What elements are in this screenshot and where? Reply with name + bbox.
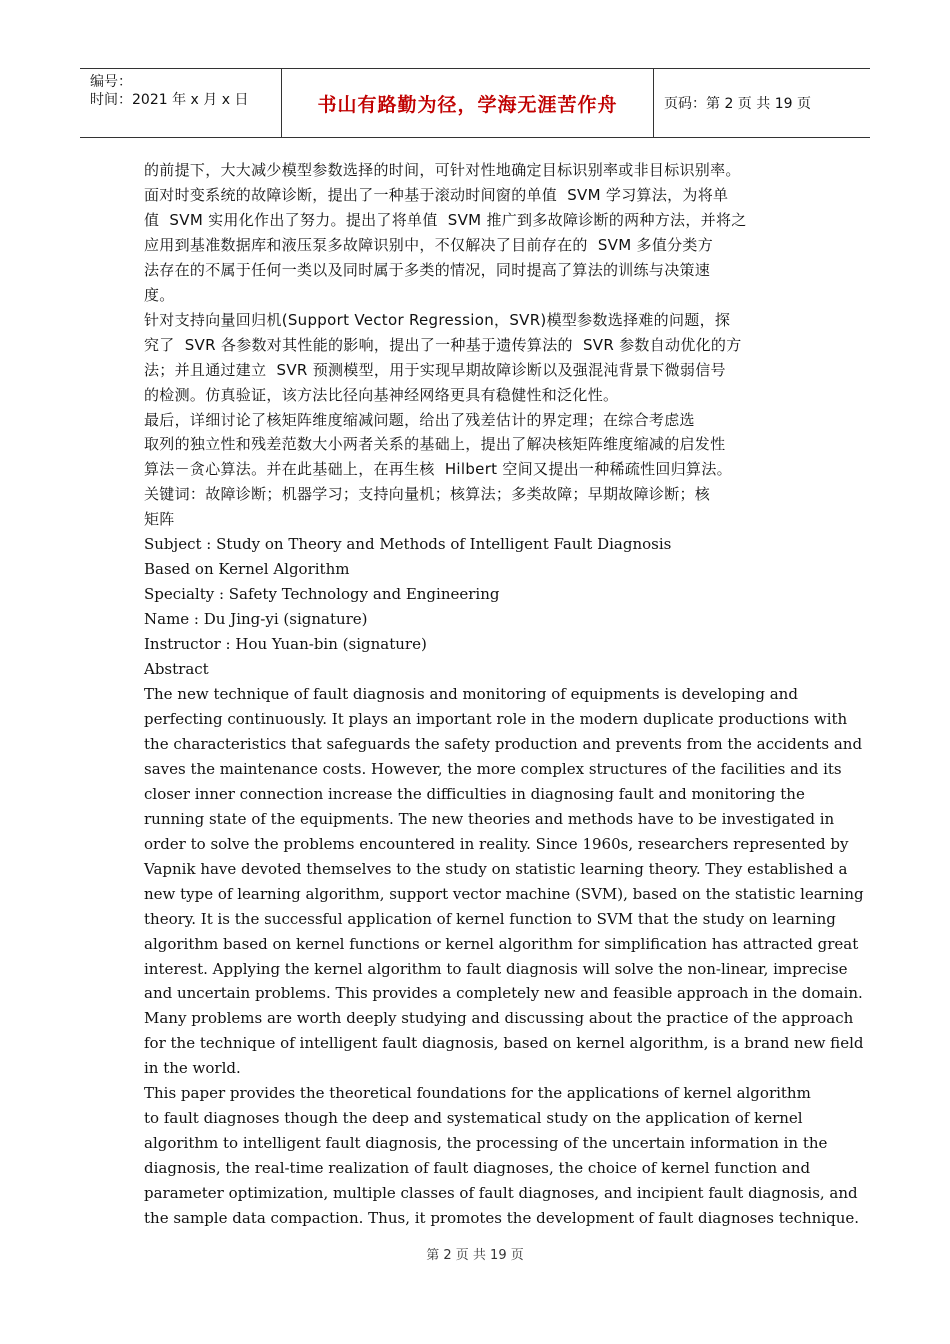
document-time: 时间：2021 年 x 月 x 日 [90, 92, 249, 108]
subject-line: Based on Kernel Algorithm [144, 560, 350, 579]
body-line: and uncertain problems. This provides a completely new and feasible approach in the domain. [144, 984, 863, 1003]
chinese-abstract-block [144, 158, 824, 532]
header-meta-cell [80, 69, 282, 137]
body-line: running state of the equipments. The new theories and methods have to be investigated in [144, 809, 835, 828]
body-line: the sample data compaction. Thus, it promotes the development of fault diagnoses technique. [144, 1209, 860, 1228]
body-line: algorithm to intelligent fault diagnosis, the processing of the uncertain information in the [144, 1134, 828, 1153]
document-code-label: 编号： [90, 74, 132, 90]
body-line: 法；并且通过建立 SVR 预测模型，用于实现早期故障诊断以及强混沌背景下微弱信号 [144, 360, 726, 379]
body-line: 面对时变系统的故障诊断，提出了一种基于滚动时间窗的单值 SVM 学习算法，为将单 [144, 185, 729, 204]
body-line: 针对支持向量回归机(Support Vector Regression，SVR)模型参数选择难的问题，探 [144, 310, 731, 329]
header-page-cell [654, 69, 870, 137]
abstract-heading: Abstract [144, 660, 209, 679]
page-footer [0, 1244, 950, 1263]
body-line: the characteristics that safeguards the safety production and prevents from the accidents and [144, 734, 863, 753]
body-line: for the technique of intelligent fault diagnosis, based on kernel algorithm, is a brand new field [144, 1034, 864, 1053]
body-line: 的前提下，大大减少模型参数选择的时间，可针对性地确定目标识别率或非目标识别率。 [144, 161, 741, 179]
body-line: 应用到基准数据库和液压泵多故障识别中，不仅解决了目前存在的 SVM 多值分类方 [144, 235, 714, 254]
body-line: 的检测。仿真验证，该方法比径向基神经网络更具有稳健性和泛化性。 [144, 385, 619, 404]
body-line: closer inner connection increase the difficulties in diagnosing fault and monitoring the [144, 784, 805, 803]
keywords-line: 关键词：故障诊断；机器学习；支持向量机；核算法；多类故障；早期故障诊断；核 [144, 485, 711, 504]
header-page-info: 页码：第 2 页 共 19 页 [664, 96, 811, 112]
page-header-table [80, 68, 870, 138]
body-line: This paper provides the theoretical foundations for the applications of kernel algorithm [144, 1084, 811, 1103]
body-line: in the world. [144, 1059, 241, 1078]
body-line: perfecting continuously. It plays an important role in the modern duplicate productions with [144, 709, 848, 728]
body-line: new type of learning algorithm, support vector machine (SVM), based on the statistic learning [144, 884, 864, 903]
english-abstract-block [144, 532, 864, 1231]
body-line: 度。 [144, 285, 175, 304]
body-line: order to solve the problems encountered in reality. Since 1960s, researchers represented by [144, 834, 849, 853]
specialty-line: Specialty : Safety Technology and Engineering [144, 585, 500, 604]
subject-line: Subject : Study on Theory and Methods of Intelligent Fault Diagnosis [144, 535, 672, 554]
footer-page-number: 第 2 页 共 19 页 [426, 1248, 524, 1263]
name-line: Name : Du Jing-yi (signature) [144, 610, 368, 629]
body-line: to fault diagnoses though the deep and systematical study on the application of kernel [144, 1109, 803, 1128]
body-line: diagnosis, the real-time realization of fault diagnoses, the choice of kernel function and [144, 1159, 811, 1178]
body-line: interest. Applying the kernel algorithm to fault diagnosis will solve the non-linear, imprecise [144, 959, 848, 978]
body-line: saves the maintenance costs. However, the more complex structures of the facilities and its [144, 759, 842, 778]
body-line: 算法－贪心算法。并在此基础上，在再生核 Hilbert 空间又提出一种稀疏性回归算法。 [144, 460, 732, 479]
body-line: 法存在的不属于任何一类以及同时属于多类的情况，同时提高了算法的训练与决策速 [144, 260, 711, 279]
body-line: 最后，详细讨论了核矩阵维度缩减问题，给出了残差估计的界定理；在综合考虑选 [144, 410, 695, 429]
body-line: 值 SVM 实用化作出了努力。提出了将单值 SVM 推广到多故障诊断的两种方法，并将之 [144, 210, 747, 229]
instructor-line: Instructor : Hou Yuan-bin (signature) [144, 635, 427, 654]
header-motto: 书山有路勤为径，学海无涯苦作舟 [317, 93, 618, 116]
body-line: 取列的独立性和残差范数大小两者关系的基础上，提出了解决核矩阵维度缩减的启发性 [144, 435, 726, 454]
body-line: theory. It is the successful application of kernel function to SVM that the study on learning [144, 909, 836, 928]
body-line: parameter optimization, multiple classes of fault diagnoses, and incipient fault diagnosis, and [144, 1184, 858, 1203]
document-body [144, 158, 864, 1231]
body-line: Many problems are worth deeply studying and discussing about the practice of the approach [144, 1009, 854, 1028]
keywords-line: 矩阵 [144, 510, 175, 529]
body-line: The new technique of fault diagnosis and monitoring of equipments is developing and [144, 685, 798, 704]
body-line: Vapnik have devoted themselves to the study on statistic learning theory. They established a [144, 859, 848, 878]
body-line: 究了 SVR 各参数对其性能的影响，提出了一种基于遗传算法的 SVR 参数自动优化的方 [144, 335, 742, 354]
body-line: algorithm based on kernel functions or kernel algorithm for simplification has attracted great [144, 934, 859, 953]
header-motto-cell [282, 69, 654, 137]
